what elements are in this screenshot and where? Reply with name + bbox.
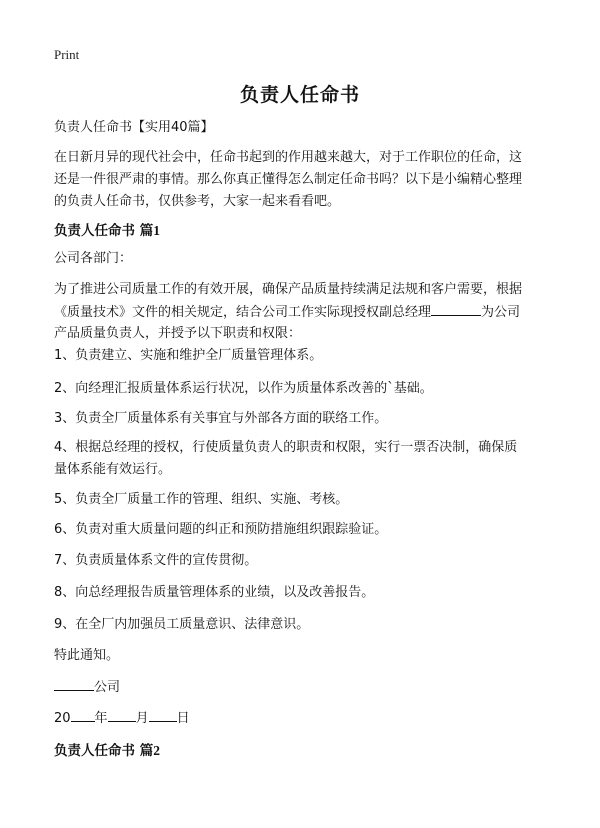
date-prefix: 20 [54, 711, 71, 726]
section-heading-1 [54, 219, 554, 239]
company-suffix: 公司 [94, 680, 121, 695]
appointment-line: 产品质量负责人，并授予以下职责和权限： [54, 326, 302, 341]
duty-item-5: 5、负责全厂质量工作的管理、组织、实施、考核。 [54, 492, 349, 507]
date-line [54, 707, 554, 730]
duty-item-1: 1、负责建立、实施和维护全厂质量管理体系。 [54, 348, 323, 363]
duty-item-7: 7、负责质量体系文件的宣传贯彻。 [54, 553, 258, 568]
month-blank [108, 707, 136, 722]
duty-item-4-line: 4、根据总经理的授权，行使质量负责人的职责和权限，实行一票否决制，确保质 [54, 440, 518, 455]
print-label: Print [54, 47, 80, 62]
date-day-label: 日 [176, 711, 190, 726]
date-month-label: 月 [135, 711, 149, 726]
section-heading-number: 1 [153, 223, 160, 238]
document-title: 负责人任命书 [239, 84, 360, 106]
company-signature-line [54, 676, 554, 699]
document-subtitle: 负责人任命书【实用40篇】 [54, 120, 214, 135]
intro-line: 的负责人任命书，仅供参考，大家一起来看看吧。 [54, 194, 341, 209]
appointment-line: 为了推进公司质量工作的有效开展，确保产品质量持续满足法规和客户需要，根据 [54, 282, 523, 297]
duty-item-9: 9、在全厂内加强员工质量意识、法律意识。 [54, 617, 310, 632]
appointment-text: 《质量技术》文件的相关规定，结合公司工作实际现授权副总经理 [54, 305, 432, 320]
name-blank [431, 301, 481, 316]
section-heading-2 [54, 739, 554, 759]
appointment-text: 为公司 [481, 305, 521, 320]
date-year-label: 年 [94, 711, 108, 726]
section-heading-number: 2 [153, 743, 160, 758]
intro-line: 在日新月异的现代社会中，任命书起到的作用越来越大，对于工作职位的任命，这 [54, 150, 523, 165]
day-blank [149, 707, 177, 722]
duty-item-8: 8、向总经理报告质量管理体系的业绩，以及改善报告。 [54, 585, 375, 600]
section-heading-text: 负责人任命书 篇 [54, 223, 154, 239]
company-name-blank [54, 676, 94, 691]
duty-item-4-continuation: 量体系能有效运行。 [54, 462, 172, 477]
intro-line: 还是一件很严肃的事情。那么你真正懂得怎么制定任命书吗？以下是小编精心整理 [54, 172, 523, 187]
section-heading-text: 负责人任命书 篇 [54, 743, 154, 759]
duty-item-3: 3、负责全厂质量体系有关事宜与外部各方面的联络工作。 [54, 411, 388, 426]
duty-item-2: 2、向经理汇报质量体系运行状况，以作为质量体系改善的`基础。 [54, 381, 433, 396]
appointment-paragraph [54, 279, 554, 345]
duty-item-6: 6、负责对重大质量问题的纠正和预防措施组织跟踪验证。 [54, 522, 388, 537]
duty-item-4 [54, 437, 554, 481]
year-blank [71, 707, 95, 722]
closing-notice: 特此通知。 [54, 648, 120, 663]
appointment-line-with-blank [54, 301, 554, 323]
salutation: 公司各部门： [54, 251, 133, 266]
intro-paragraph [54, 147, 554, 213]
